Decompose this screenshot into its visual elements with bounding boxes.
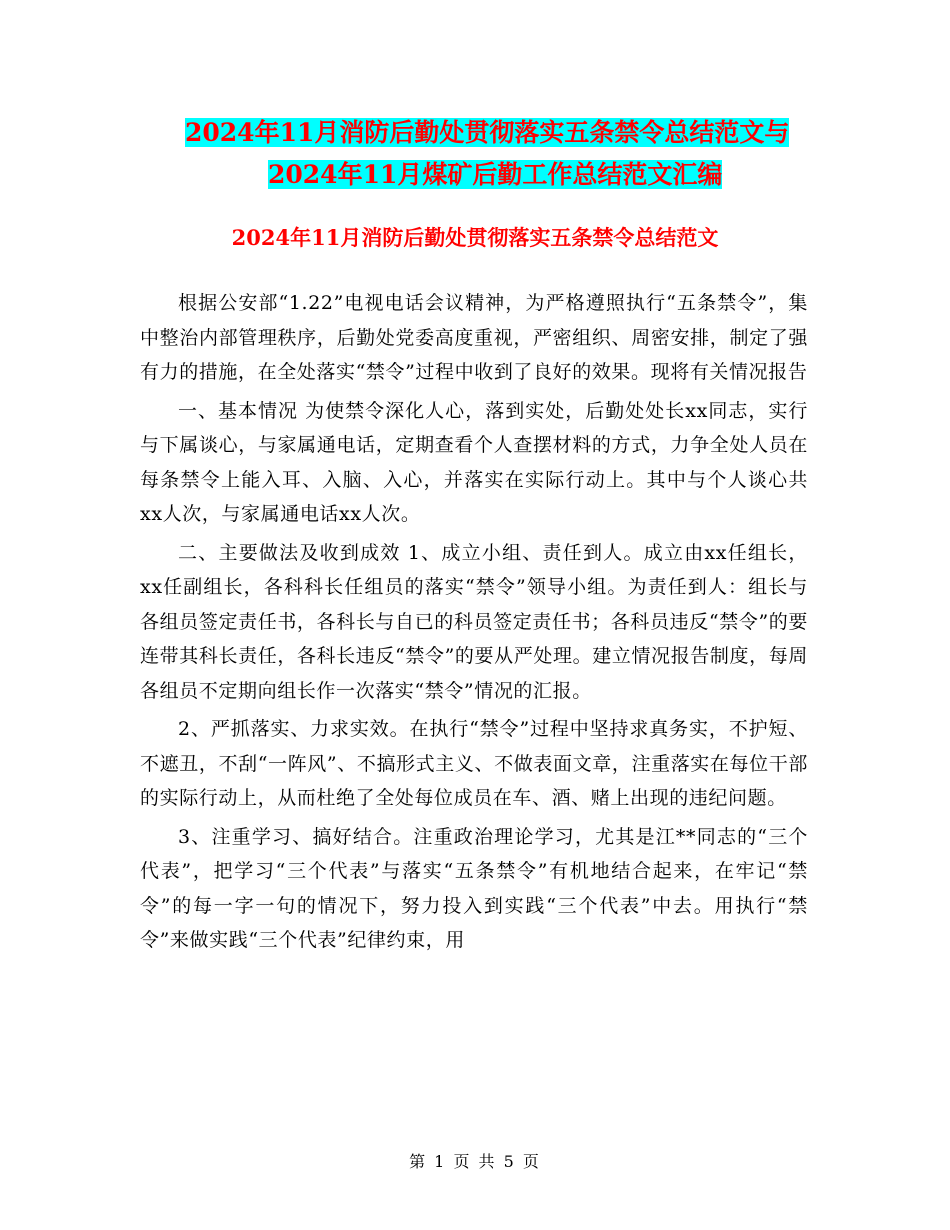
paragraph-implementation: 2、严抓落实、力求实效。在执行“禁令”过程中坚持求真务实，不护短、不遮丑，不刮“一阵风”、不搞形式主义、不做表面文章，注重落实在每位干部的实际行动上，从而杜绝了全处每位成员在车、酒、赌上出现的违纪问题。	[140, 718, 808, 809]
body-text	[140, 286, 808, 962]
paragraph-basic-situation: 一、基本情况 为使禁令深化人心，落到实处，后勤处处长xx同志，实行与下属谈心，与家属通电话，定期查看个人查摆材料的方式，力争全处人员在每条禁令上能入耳、入脑、入心，并落实在实际行动上。其中与个人谈心共xx人次，与家属通电话xx人次。	[140, 399, 808, 525]
paragraph-intro: 根据公安部“1.22”电视电话会议精神，为严格遵照执行“五条禁令”，集中整治内部管理秩序，后勤处党委高度重视，严密组织、周密安排，制定了强有力的措施，在全处落实“禁令”过程中收到了良好的效果。现将有关情况报告	[140, 292, 808, 383]
paragraph-study: 3、注重学习、搞好结合。注重政治理论学习，尤其是江**同志的“三个代表”，把学习“三个代表”与落实“五条禁令”有机地结合起来，在牢记“禁令”的每一字一句的情况下，努力投入到实践“三个代表”中去。用执行“禁令”来做实践“三个代表”纪律约束，用	[140, 825, 808, 951]
section-title: 2024年11月消防后勤处贯彻落实五条禁令总结范文	[231, 225, 719, 250]
title-line-1: 2024年11月消防后勤处贯彻落实五条禁令总结范文与	[185, 118, 790, 147]
page-footer: 第 1 页 共 5 页	[409, 1152, 541, 1171]
document-title	[140, 112, 840, 196]
paragraph-main-practices: 二、主要做法及收到成效 1、成立小组、责任到人。成立由xx任组长，xx任副组长，各科科长任组员的落实“禁令”领导小组。为责任到人：组长与各组员签定责任书，各科长与自已的科员签定责任书；各科员违反“禁令”的要连带其科长责任，各科长违反“禁令”的要从严处理。建立情况报告制度，每周各组员不定期向组长作一次落实“禁令”情况的汇报。	[140, 541, 808, 702]
title-line-2: 2024年11月煤矿后勤工作总结范文汇编	[268, 160, 723, 189]
